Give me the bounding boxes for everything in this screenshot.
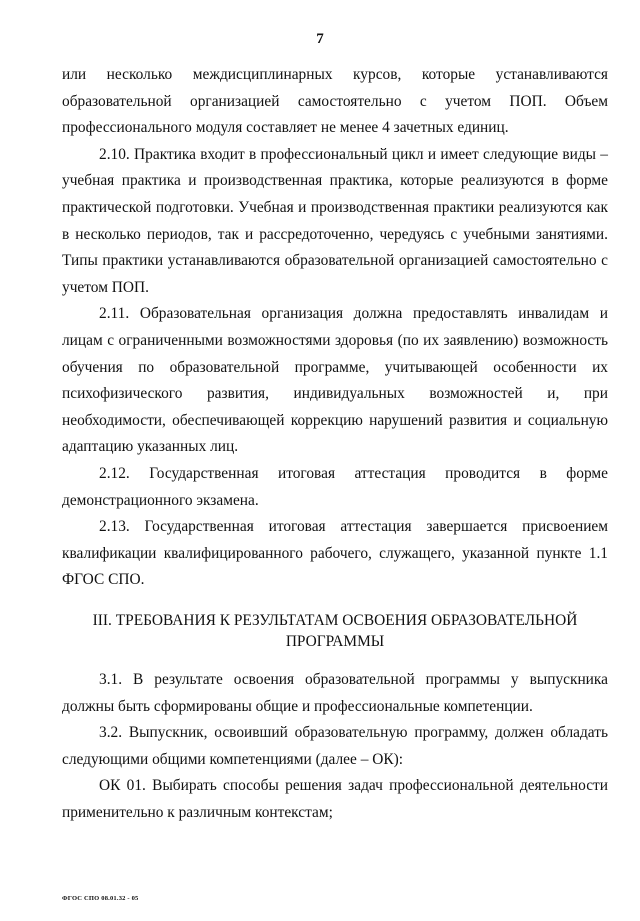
footer-document-code: ФГОС СПО 08.01.32 - 05 [62,895,139,902]
body-text-top [62,62,608,594]
paragraph-2-13: 2.13. Государственная итоговая аттестация завершается присвоением квалификации квалифицированного рабочего, служащего, указанной пункте 1.1 ФГОС СПО. [62,518,608,589]
page-number: 7 [316,31,324,47]
paragraph-continuation: или несколько междисциплинарных курсов, которые устанавливаются образовательной организацией самостоятельно с учетом ПОП. Объем профессионального модуля составляет не менее 4 зачетных единиц. [62,66,608,137]
paragraph-3-2: 3.2. Выпускник, освоивший образовательную программу, должен обладать следующими общими компетенциями (далее – ОК): [62,724,608,768]
paragraph-ok-01: ОК 01. Выбирать способы решения задач профессиональной деятельности применительно к различным контекстам; [62,777,608,821]
paragraph-2-11: 2.11. Образовательная организация должна предоставлять инвалидам и лицам с ограниченными возможностями здоровья (по их заявлению) возможность обучения по образовательной программе, учитывающей особенности их психофизического развития, индивидуальных возможностей и, при необходимости, обеспечивающей коррекцию нарушений развития и социальную адаптацию указанных лиц. [62,305,608,456]
paragraph-2-12: 2.12. Государственная итоговая аттестация проводится в форме демонстрационного экзамена. [62,464,608,509]
paragraph-2-10: 2.10. Практика входит в профессиональный цикл и имеет следующие виды – учебная практика и производственная практика, которые реализуются в форме практической подготовки. Учебная и производственная практики реализуются как в несколько периодов, так и рассредоточенно, чередуясь с учебными занятиями. Типы практики устанавливаются образовательной организацией самостоятельно с учетом ПОП. [62,145,608,296]
section-heading [62,610,608,652]
section-heading-line-2: ПРОГРАММЫ [285,633,385,650]
section-heading-line-1: III. ТРЕБОВАНИЯ К РЕЗУЛЬТАТАМ ОСВОЕНИЯ ОБРАЗОВАТЕЛЬНОЙ [92,612,578,629]
body-text-bottom [62,667,608,827]
paragraph-3-1: 3.1. В результате освоения образовательной программы у выпускника должны быть сформированы общие и профессиональные компетенции. [62,671,608,715]
